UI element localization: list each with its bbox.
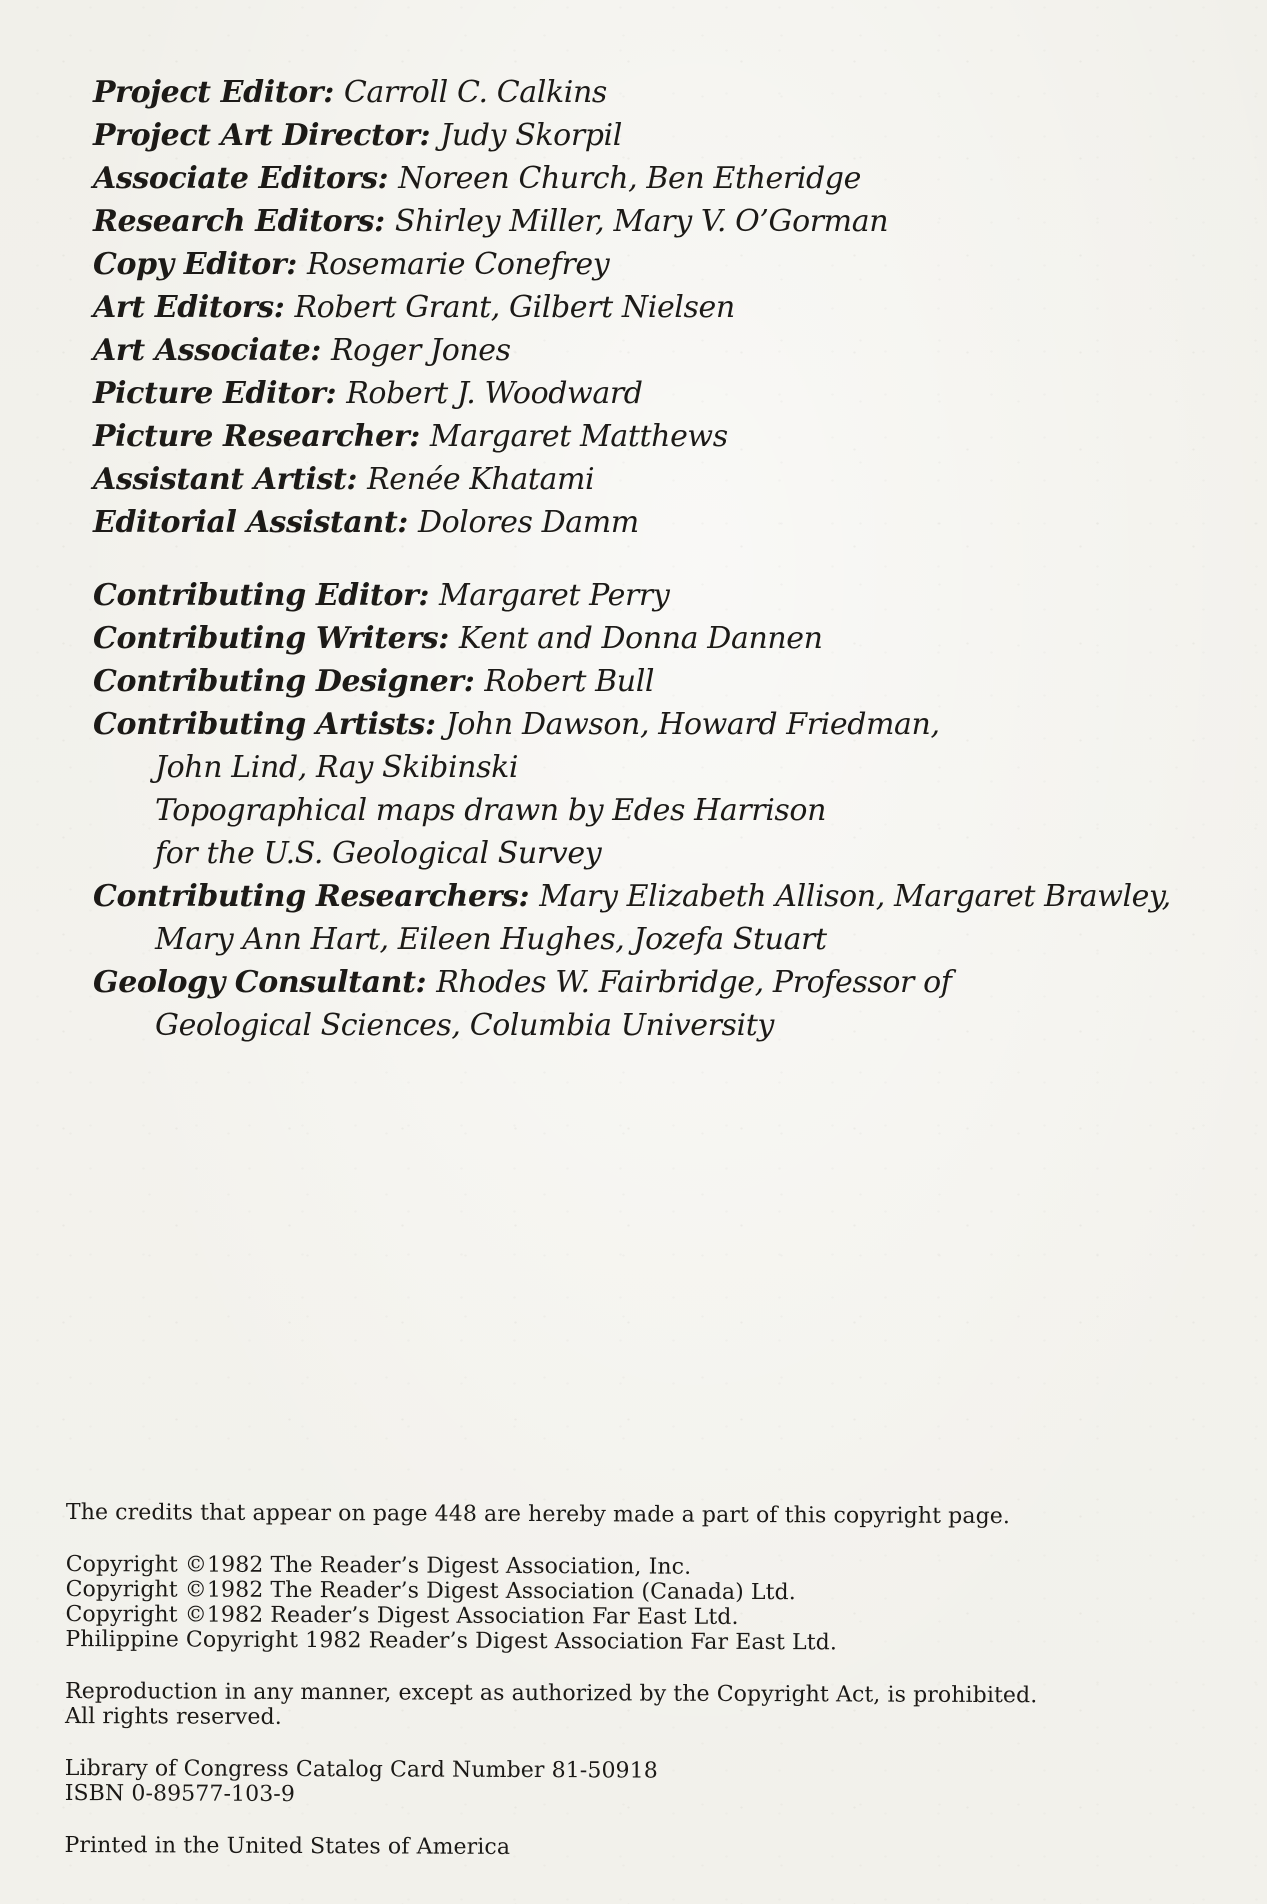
credit-names: Topographical maps drawn by Edes Harrison <box>155 793 826 828</box>
credit-line <box>93 157 1171 200</box>
credit-line <box>93 329 1171 372</box>
credit-names: Robert Grant, Gilbert Nielsen <box>294 290 735 325</box>
reproduction-line: Reproduction in any manner, except as authorized by the Copyright Act, is prohibited. <box>65 1678 1038 1709</box>
credits-group-staff <box>93 71 1171 544</box>
credit-line <box>93 875 1171 918</box>
reproduction-paragraph <box>65 1679 1037 1733</box>
credit-names: Margaret Perry <box>439 578 670 613</box>
credit-names: Mary Elizabeth Allison, Margaret Brawley, <box>539 879 1171 914</box>
credit-names: Rhodes W. Fairbridge, Professor of <box>436 965 952 1000</box>
credit-continuation-line <box>93 789 1171 832</box>
credit-names: Judy Skorpil <box>440 118 622 153</box>
credits-note: The credits that appear on page 448 are hereby made a part of this copyright page. <box>65 1500 1011 1530</box>
credit-line <box>93 660 1171 703</box>
credit-names: Robert J. Woodward <box>346 376 643 411</box>
credit-line <box>93 114 1171 157</box>
role-label: Project Editor: <box>93 75 334 110</box>
credit-line <box>93 574 1171 617</box>
copyright-line: Copyright ©1982 Reader’s Digest Association Far East Ltd. <box>65 1601 739 1630</box>
rights-reserved-line: All rights reserved. <box>65 1703 282 1730</box>
printed-in-line: Printed in the United States of America <box>64 1832 511 1860</box>
role-label: Art Associate: <box>93 333 321 368</box>
credit-line <box>93 961 1171 1004</box>
credit-line <box>93 703 1171 746</box>
credit-names: for the U.S. Geological Survey <box>155 836 602 871</box>
credit-names: Noreen Church, Ben Etheridge <box>398 161 861 196</box>
role-label: Picture Researcher: <box>93 419 420 454</box>
isbn-line: ISBN 0-89577-103-9 <box>64 1780 296 1808</box>
credit-continuation-line <box>93 746 1171 789</box>
credit-names: Mary Ann Hart, Eileen Hughes, Jozefa Stuart <box>155 922 827 957</box>
copyright-line: Copyright ©1982 The Reader’s Digest Association, Inc. <box>65 1551 692 1580</box>
loc-catalog-number-line: Library of Congress Catalog Card Number 81-50918 <box>64 1755 658 1784</box>
role-label: Associate Editors: <box>93 161 389 196</box>
credit-line <box>93 415 1171 458</box>
credit-names: Margaret Matthews <box>429 419 728 454</box>
copyright-line: Copyright ©1982 The Reader’s Digest Association (Canada) Ltd. <box>65 1576 796 1606</box>
credit-names: Kent and Donna Dannen <box>458 621 823 656</box>
credit-line <box>93 372 1171 415</box>
role-label: Contributing Artists: <box>93 707 436 742</box>
role-label: Picture Editor: <box>93 376 337 411</box>
role-label: Assistant Artist: <box>93 462 358 497</box>
role-label: Copy Editor: <box>93 247 297 282</box>
credit-line <box>93 501 1171 544</box>
credit-line <box>93 71 1171 114</box>
credit-continuation-line <box>93 918 1171 961</box>
credit-continuation-line <box>93 1004 1171 1047</box>
role-label: Project Art Director: <box>93 118 431 153</box>
credit-line <box>93 286 1171 329</box>
credit-names: Renée Khatami <box>367 462 595 497</box>
credit-names: Shirley Miller, Mary V. O’Gorman <box>394 204 889 239</box>
role-label: Geology Consultant: <box>93 965 427 1000</box>
copyright-line: Philippine Copyright 1982 Reader’s Digest Association Far East Ltd. <box>65 1626 838 1656</box>
credit-line <box>93 200 1171 243</box>
role-label: Contributing Designer: <box>93 664 475 699</box>
credit-names: Roger Jones <box>330 333 511 368</box>
role-label: Contributing Researchers: <box>93 879 530 914</box>
credit-names: Robert Bull <box>484 664 655 699</box>
role-label: Editorial Assistant: <box>93 505 408 540</box>
credit-continuation-line <box>93 832 1171 875</box>
credit-line <box>93 458 1171 501</box>
credit-names: Carroll C. Calkins <box>343 75 607 110</box>
credit-line <box>93 243 1171 286</box>
credit-names: Rosemarie Conefrey <box>306 247 610 282</box>
copyright-paragraph <box>65 1552 1038 1656</box>
credit-names: John Dawson, Howard Friedman, <box>445 707 940 742</box>
legal-block <box>64 1500 1038 1889</box>
credit-names: Geological Sciences, Columbia University <box>155 1008 774 1043</box>
credit-line <box>93 617 1171 660</box>
role-label: Research Editors: <box>93 204 385 239</box>
role-label: Contributing Editor: <box>93 578 430 613</box>
role-label: Art Editors: <box>93 290 285 325</box>
catalog-paragraph <box>65 1756 1037 1810</box>
credit-names: John Lind, Ray Skibinski <box>155 750 519 785</box>
role-label: Contributing Writers: <box>93 621 449 656</box>
credits-group-contributing <box>93 574 1171 1047</box>
credit-names: Dolores Damm <box>417 505 639 540</box>
credits-block <box>93 71 1171 1047</box>
